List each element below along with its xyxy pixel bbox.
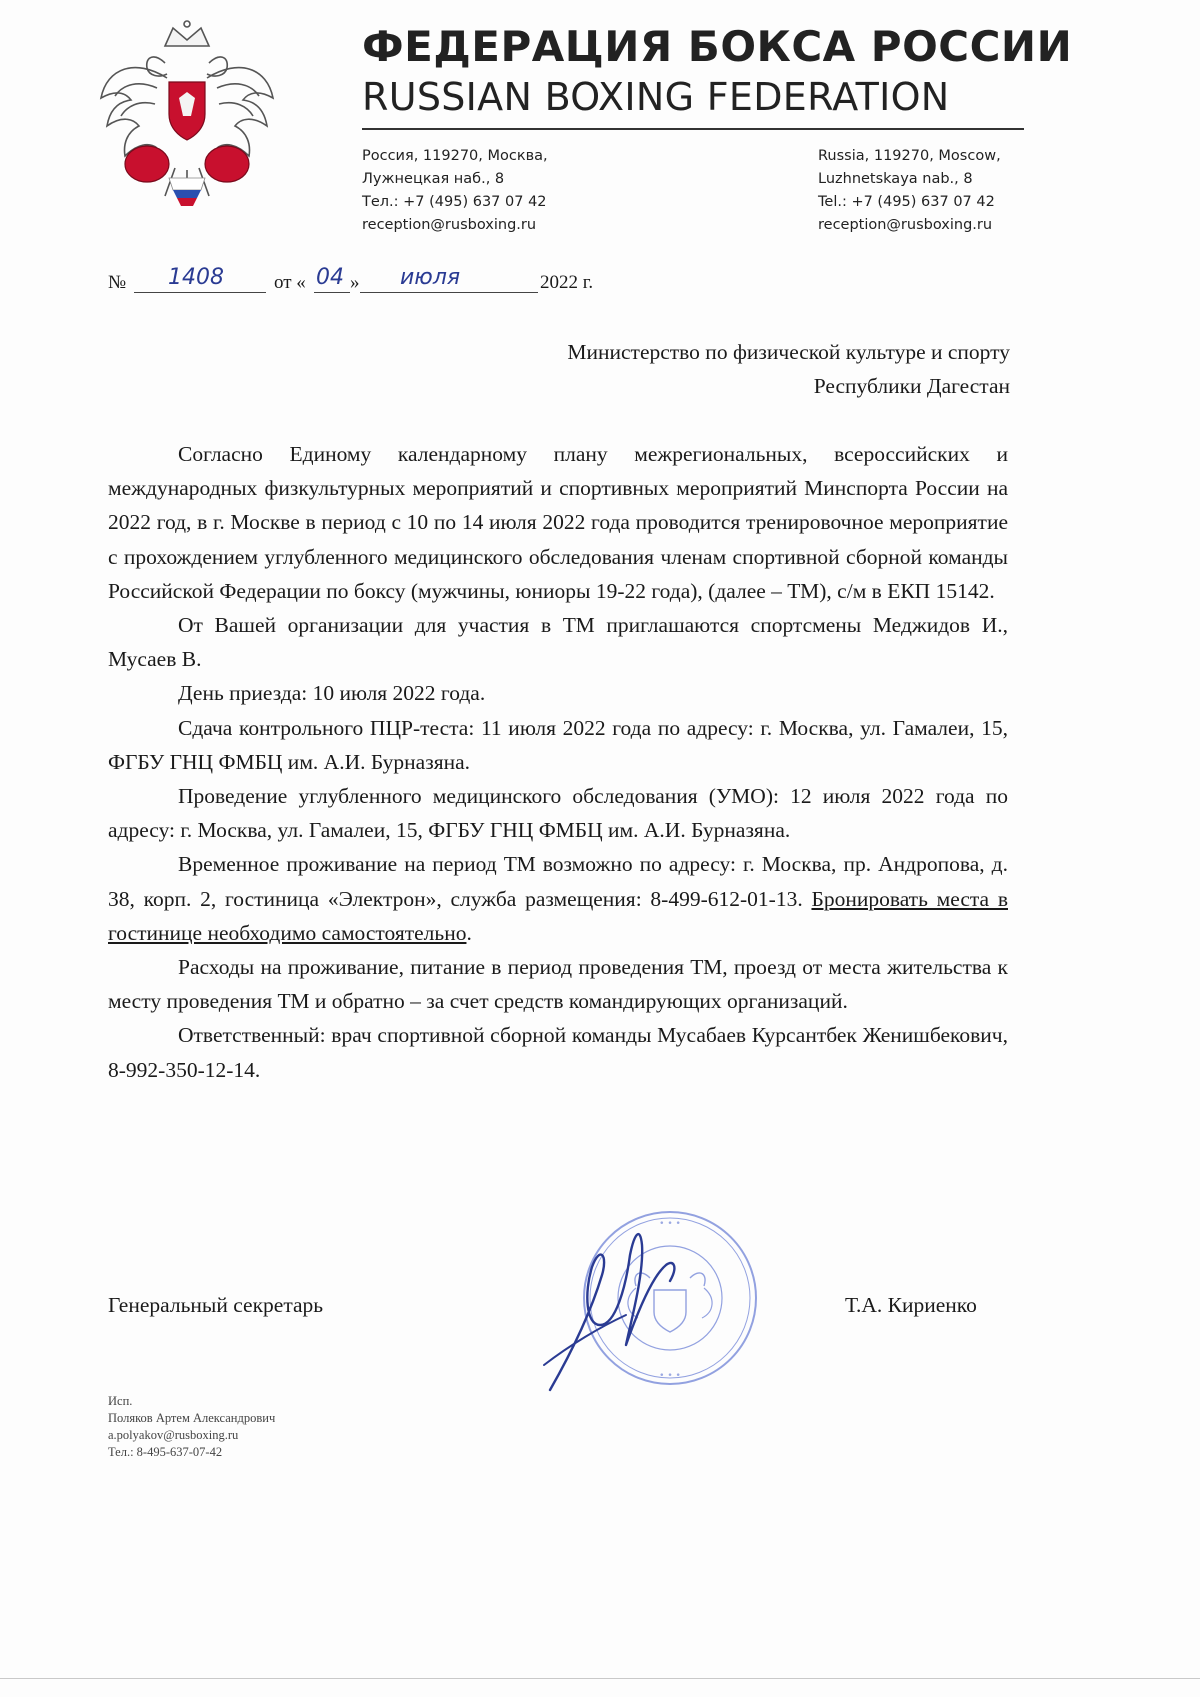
address-en-line: Tel.: +7 (495) 637 07 42 [818,194,995,210]
signatory-position: Генеральный секретарь [108,1293,324,1317]
svg-text:• • •: • • • [659,1371,681,1381]
number-label: № [108,272,127,293]
executor-name: Поляков Артем Александрович [108,1411,276,1425]
date-from-label: от « [274,272,306,293]
registration-day: 04 [316,265,344,290]
recipient-line: Республики Дагестан [813,374,1010,398]
executor-label: Исп. [108,1394,133,1408]
address-en-line: Luzhnetskaya nab., 8 [818,171,973,187]
paragraph-accommodation [108,847,1008,950]
paragraph-expenses: Расходы на проживание, питание в период проведения ТМ, проезд от места жительства к месту проведения ТМ и обратно – за счет средств командирующих организаций. [108,955,1008,1014]
registration-number: 1408 [168,265,224,290]
registration-year: 2022 г. [540,272,594,293]
address-ru-line: reception@rusboxing.ru [362,217,537,233]
month-underline [360,292,538,293]
handwritten-signature [530,1215,690,1405]
registration-line [108,262,628,302]
address-ru-line: Тел.: +7 (495) 637 07 42 [362,194,547,210]
accommodation-booking-note: Бронировать места в гостинице необходимо самостоятельно [108,886,1008,945]
executor-email: a.polyakov@rusboxing.ru [108,1428,239,1442]
svg-text:• • •: • • • [659,1219,681,1229]
address-ru [362,145,548,237]
accommodation-text: Временное проживание на период ТМ возможно по адресу: г. Москва, пр. Андропова, д. 38, корп. 2, гостиница «Электрон», служба размещения: 8-499-612-01-13. [108,852,1008,911]
paragraph-pcr-test: Сдача контрольного ПЦР-теста: 11 июля 2022 года по адресу: г. Москва, ул. Гамалеи, 15, ФГБУ ГНЦ ФМБЦ им. А.И. Бурназяна. [108,715,1008,774]
day-underline [314,292,350,293]
paragraph-medical-exam: Проведение углубленного медицинского обследования (УМО): 12 июля 2022 года по адресу: г. Москва, ул. Гамалеи, 15, ФГБУ ГНЦ ФМБЦ им. А.И. Бурназяна. [108,784,1008,843]
executor-phone: Тел.: 8-495-637-07-42 [108,1445,223,1459]
executor-block [108,1393,275,1461]
address-en-line: Russia, 119270, Moscow, [818,148,1001,164]
day-close-quote: » [350,272,360,293]
address-ru-line: Лужнецкая наб., 8 [362,171,505,187]
letter-body [108,437,1008,1087]
signatory-name: Т.А. Кириенко [845,1293,977,1317]
number-underline [134,292,266,293]
recipient-block [567,335,1010,403]
org-name-en: RUSSIAN BOXING FEDERATION [362,75,950,119]
paragraph-responsible: Ответственный: врач спортивной сборной команды Мусабаев Курсантбек Женишбекович, 8-992-350-12-14. [108,1023,1008,1082]
federation-emblem-icon [95,18,280,208]
address-en-line: reception@rusboxing.ru [818,217,993,233]
recipient-line: Министерство по физической культуре и спорту [567,340,1010,364]
paragraph-invited-athletes: От Вашей организации для участия в ТМ приглашаются спортсмены Меджидов И., Мусаев В. [108,613,1008,672]
header-divider [362,128,1024,130]
paragraph-event: Согласно Единому календарному плану межрегиональных, всероссийских и международных физкультурных мероприятий и спортивных мероприятий Минспорта России на 2022 год, в г. Москве в период с 10 по 14 июля 2022 года проводится тренировочное мероприятие с прохождением углубленного медицинского обследования членам спортивной сборной команды Российской Федерации по боксу (мужчины, юниоры 19-22 года), (далее – ТМ), с/м в ЕКП 15142. [108,442,1008,603]
org-name-ru: ФЕДЕРАЦИЯ БОКСА РОССИИ [362,22,1073,71]
accommodation-end: . [466,920,472,945]
address-en [818,145,1001,237]
registration-month: июля [400,265,461,290]
address-ru-line: Россия, 119270, Москва, [362,148,548,164]
scan-edge-line [0,1678,1200,1679]
paragraph-arrival: День приезда: 10 июля 2022 года. [178,681,486,706]
